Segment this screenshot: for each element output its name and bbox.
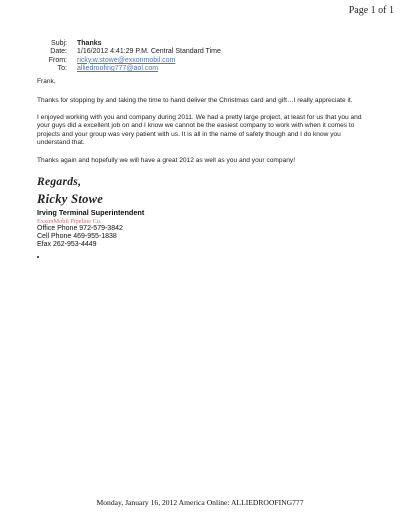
paragraph-3 xyxy=(37,157,372,165)
paragraph-1-text: Thanks for stopping by and taking the time to hand deliver the Christmas card and gift…I really appreciate it. xyxy=(37,97,353,104)
date-label: Date: xyxy=(50,48,67,56)
subject-value: Thanks xyxy=(77,40,102,47)
cell-phone: Cell Phone 469-955-1838 xyxy=(37,233,117,240)
from-label: From: xyxy=(48,56,67,64)
to-row xyxy=(40,65,221,73)
bullet-mark xyxy=(37,256,39,258)
paragraph-2-text: I enjoyed working with you and company during 2011. We had a pretty large project, at least for us that you and your guys did a excellent job on and I know we cannot be the easiest company to work with when it comes to projects and your group was very patient with us. It is all in the name of safety though and I do know you understand that. xyxy=(37,114,362,146)
signature-name: Ricky Stowe xyxy=(37,192,104,206)
signature-company: ExxonMobil Pipeline Co. xyxy=(37,218,102,225)
print-footer: Monday, January 16, 2012 America Online: ALLIEDROOFING777 xyxy=(96,498,304,507)
subject-row xyxy=(40,40,221,48)
signature-title: Irving Terminal Superintendent xyxy=(37,208,145,217)
page-number: Page 1 of 1 xyxy=(348,5,394,16)
date-value: 1/16/2012 4:41:29 P.M. Central Standard Time xyxy=(77,48,221,56)
office-phone: Office Phone 972-579-3842 xyxy=(37,225,123,232)
signature-block xyxy=(37,176,144,249)
greeting xyxy=(37,78,372,86)
to-label: To: xyxy=(57,65,67,73)
paragraph-3-text: Thanks again and hopefully we will have a great 2012 as well as you and your company! xyxy=(37,157,296,164)
from-email-link[interactable]: ricky.w.stowe@exxonmobil.com xyxy=(77,56,176,64)
paragraph-2 xyxy=(37,114,372,147)
paragraph-1 xyxy=(37,97,372,105)
regards-text: Regards, xyxy=(37,176,82,188)
subject-label: Subj: xyxy=(51,40,67,47)
date-row xyxy=(40,48,221,56)
efax: Efax 262-953-4449 xyxy=(37,241,97,248)
email-headers xyxy=(40,40,221,74)
to-email-link[interactable]: alliedroofing777@aol.com xyxy=(77,65,159,73)
greeting-text: Frank, xyxy=(37,78,56,85)
from-row xyxy=(40,57,221,65)
